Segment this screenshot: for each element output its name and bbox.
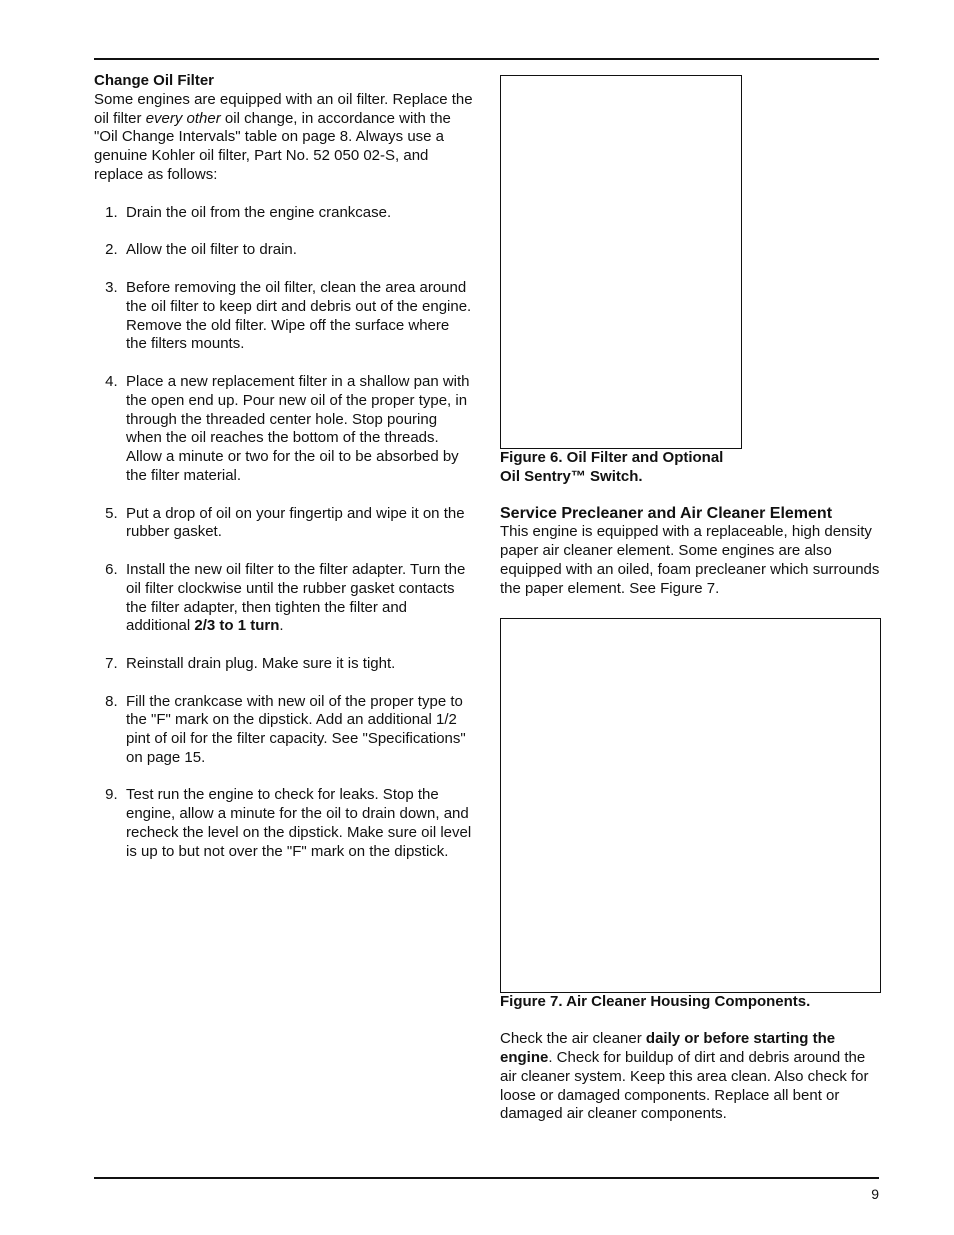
step-number: 7. [105,654,118,672]
step-number: 3. [105,278,118,296]
air-cleaner-check-paragraph: Check the air cleaner daily or before starting the engine. Check for buildup of dirt and debris around the air cleaner system. Keep this area clean. Also check for loose or damaged components. Replace all bent or damaged air cleaner components. [500,1030,869,1123]
bold-text: daily or before starting the engine [500,1030,836,1066]
intro-paragraph: Some engines are equipped with an oil filter. Replace the oil filter every other oil change, in accordance with the "Oil Change Intervals" table on page 8. Always use a genuine Kohler oil filter, Part No. 52 050 02-S, and replace as follows: [94,90,473,183]
step-number: 6. [105,560,118,578]
step-text: Allow the oil filter to drain. [126,241,297,259]
step-number: 8. [105,692,118,710]
list-item [94,561,474,636]
step-number: 2. [105,241,118,259]
step-text: Install the new oil filter to the filter adapter. Turn the oil filter clockwise until the rubber gasket contacts the filter adapter, then tighten the filter and additional 2/3 to 1 turn. [126,560,466,635]
step-text: Fill the crankcase with new oil of the proper type to the "F" mark on the dipstick. Add an additional 1/2 pint of oil for the filter capacity. See "Specifications" on page 15. [126,692,466,766]
top-rule [94,58,879,60]
list-item [94,204,474,223]
list-item [94,786,474,861]
emphasis-text: every other [145,109,221,127]
step-number: 4. [105,372,118,390]
left-column [94,72,474,880]
list-item [94,505,474,543]
step-text: Place a new replacement filter in a shallow pan with the open end up. Pour new oil of the proper type, in through the threaded center hole. Stop pouring when the oil reaches the bottom of the threads. Allow a minute or two for the oil to be absorbed by the filter material. [126,372,470,484]
step-text: Reinstall drain plug. Make sure it is tight. [126,654,396,672]
right-column [500,75,882,1124]
section-heading-air-cleaner: Service Precleaner and Air Cleaner Element [500,504,833,522]
step-number: 5. [105,504,118,522]
list-item [94,693,474,768]
bold-text: 2/3 to 1 turn [194,617,280,635]
page-number: 9 [871,1186,879,1202]
step-text: Test run the engine to check for leaks. Stop the engine, allow a minute for the oil to drain down, and recheck the level on the dipstick. Make sure oil level is up to but not over the "F" mark on the dipstick. [126,786,472,860]
figure-7-image-frame [500,618,881,993]
oil-filter-steps-list [94,204,474,862]
figure-6-image-frame [500,75,742,449]
list-item [94,655,474,674]
step-number: 1. [105,203,118,221]
list-item [94,373,474,486]
step-text: Drain the oil from the engine crankcase. [126,203,392,221]
list-item [94,279,474,354]
step-text: Before removing the oil filter, clean the area around the oil filter to keep dirt and debris out of the engine. Remove the old filter. Wipe off the surface where the filters mounts. [126,278,472,353]
list-item [94,241,474,260]
air-cleaner-intro-paragraph: This engine is equipped with a replaceable, high density paper air cleaner element. Some engines are also equipped with an oiled, foam precleaner which surrounds the paper element. See Figure 7. [500,523,880,597]
step-text: Put a drop of oil on your fingertip and wipe it on the rubber gasket. [126,504,465,541]
figure-7-caption: Figure 7. Air Cleaner Housing Components. [500,992,811,1010]
step-number: 9. [105,786,118,804]
figure-6-caption: Figure 6. Oil Filter and Optional Oil Sentry™ Switch. [500,449,724,485]
section-heading-change-oil-filter: Change Oil Filter [94,72,215,89]
bottom-rule [94,1177,879,1179]
